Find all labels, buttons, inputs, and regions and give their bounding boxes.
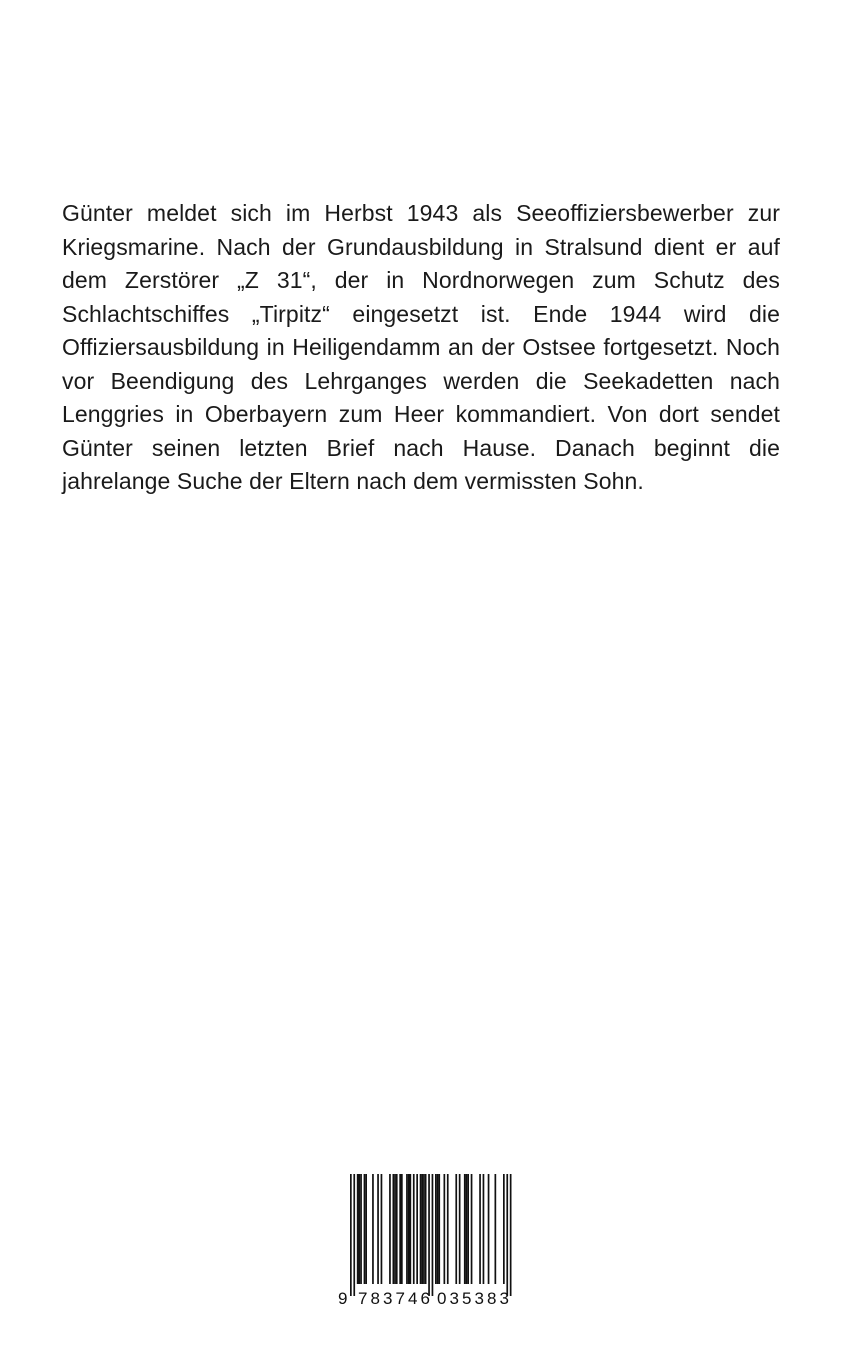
barcode-bar — [389, 1174, 391, 1284]
barcode-bar — [381, 1174, 383, 1284]
barcode-bar — [447, 1174, 449, 1284]
isbn-right-digits: 035383 — [437, 1289, 509, 1308]
barcode-bar — [495, 1174, 497, 1284]
barcode-bar — [401, 1174, 403, 1284]
barcode-bar — [455, 1174, 457, 1284]
barcode-bar — [357, 1174, 359, 1284]
barcode-bar — [372, 1174, 374, 1284]
barcode-bar — [459, 1174, 461, 1284]
barcode-guard-bar — [432, 1174, 434, 1296]
isbn-first-digit: 9 — [338, 1289, 348, 1308]
barcode-bar — [466, 1174, 468, 1284]
barcode-bar — [488, 1174, 490, 1284]
barcode-bar — [420, 1174, 422, 1284]
barcode-bar — [377, 1174, 379, 1284]
barcode-bar — [410, 1174, 412, 1284]
barcode-bar — [394, 1174, 396, 1284]
barcode-bar — [423, 1174, 425, 1284]
barcode-bar — [408, 1174, 410, 1284]
barcode-guard-bar — [353, 1174, 355, 1296]
blurb-text: Günter meldet sich im Herbst 1943 als Seeoffiziersbewerber zur Kriegsmarine. Nach der Grundausbildung in Stralsund dient er auf dem Zerstörer „Z 31“, der in Nordnorwegen zum Schutz des Schlachtschiffes „Tirpitz“ eingesetzt ist. Ende 1944 wird die Offiziersausbildung in Heiligendamm an der Ostsee fortgesetzt. Noch vor Beendigung des Lehrganges werden die Seekadetten nach Lenggries in Oberbayern zum Heer kommandiert. Von dort sendet Günter seinen letzten Brief nach Hause. Danach beginnt die jahrelange Suche der Eltern nach dem vermissten Sohn. — [62, 200, 780, 494]
barcode-bars — [350, 1174, 512, 1296]
barcode-bar — [413, 1174, 415, 1284]
barcode-bar — [438, 1174, 440, 1284]
barcode-graphic — [336, 1170, 516, 1310]
barcode-bar — [425, 1174, 427, 1284]
barcode-bar — [503, 1174, 505, 1284]
isbn-barcode — [336, 1170, 516, 1310]
barcode-bar — [416, 1174, 418, 1284]
barcode-bar — [396, 1174, 398, 1284]
barcode-guard-bar — [350, 1174, 352, 1296]
barcode-bar — [406, 1174, 408, 1284]
barcode-bar — [464, 1174, 466, 1284]
barcode-bar — [393, 1174, 395, 1284]
barcode-bar — [364, 1174, 366, 1284]
barcode-bar — [360, 1174, 362, 1284]
barcode-bar — [467, 1174, 469, 1284]
barcode-bar — [437, 1174, 439, 1284]
barcode-bar — [479, 1174, 481, 1284]
barcode-bar — [471, 1174, 473, 1284]
barcode-bar — [365, 1174, 367, 1284]
barcode-bar — [399, 1174, 401, 1284]
barcode-guard-bar — [510, 1174, 512, 1296]
isbn-left-digits: 783746 — [358, 1289, 430, 1308]
barcode-bar — [359, 1174, 361, 1284]
barcode-guard-bar — [506, 1174, 508, 1296]
barcode-bar — [483, 1174, 485, 1284]
barcode-bar — [421, 1174, 423, 1284]
barcode-bar — [444, 1174, 446, 1284]
barcode-bar — [435, 1174, 437, 1284]
barcode-guard-bar — [428, 1174, 430, 1296]
